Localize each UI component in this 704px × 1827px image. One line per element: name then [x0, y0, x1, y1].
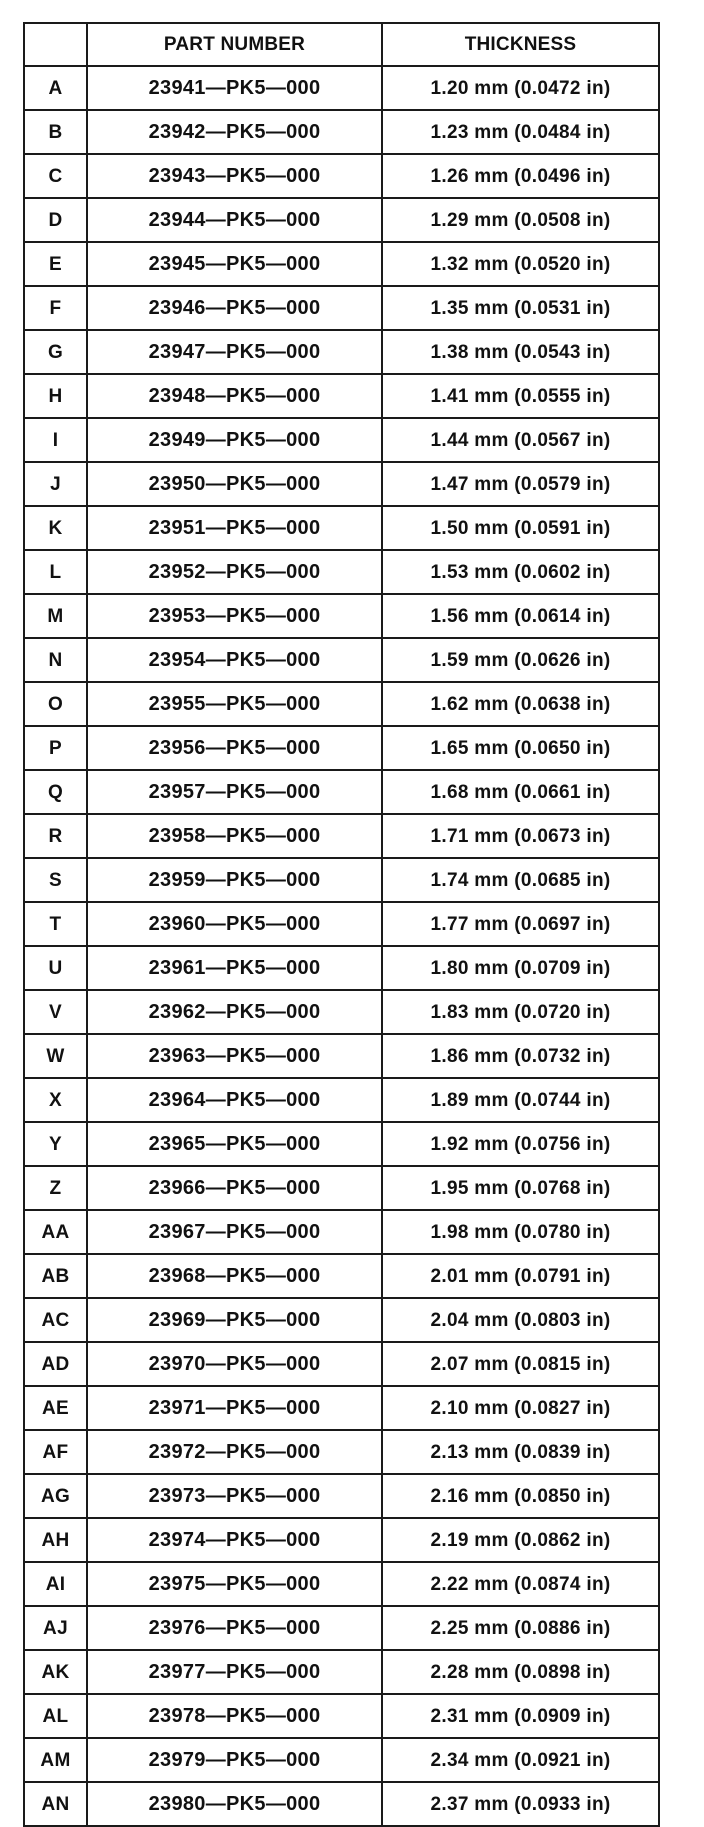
- cell-thickness: 1.83 mm (0.0720 in): [382, 990, 659, 1034]
- cell-code: H: [24, 374, 87, 418]
- cell-thickness: 1.20 mm (0.0472 in): [382, 66, 659, 110]
- table-row: [24, 990, 659, 1034]
- cell-part-number: 23977—PK5—000: [87, 1650, 382, 1694]
- cell-code: AD: [24, 1342, 87, 1386]
- table-row: [24, 1650, 659, 1694]
- cell-thickness: 1.92 mm (0.0756 in): [382, 1122, 659, 1166]
- table-row: [24, 462, 659, 506]
- cell-code: Q: [24, 770, 87, 814]
- cell-part-number: 23956—PK5—000: [87, 726, 382, 770]
- cell-part-number: 23960—PK5—000: [87, 902, 382, 946]
- cell-part-number: 23962—PK5—000: [87, 990, 382, 1034]
- cell-code: AN: [24, 1782, 87, 1826]
- cell-code: AA: [24, 1210, 87, 1254]
- cell-part-number: 23967—PK5—000: [87, 1210, 382, 1254]
- table-row: [24, 110, 659, 154]
- cell-thickness: 1.65 mm (0.0650 in): [382, 726, 659, 770]
- cell-thickness: 2.31 mm (0.0909 in): [382, 1694, 659, 1738]
- cell-code: C: [24, 154, 87, 198]
- cell-code: AG: [24, 1474, 87, 1518]
- cell-code: O: [24, 682, 87, 726]
- table-row: [24, 286, 659, 330]
- cell-code: AI: [24, 1562, 87, 1606]
- cell-thickness: 2.19 mm (0.0862 in): [382, 1518, 659, 1562]
- cell-code: Y: [24, 1122, 87, 1166]
- shim-thickness-table: [23, 22, 660, 1827]
- cell-thickness: 1.35 mm (0.0531 in): [382, 286, 659, 330]
- table-row: [24, 418, 659, 462]
- cell-part-number: 23970—PK5—000: [87, 1342, 382, 1386]
- table-row: [24, 1430, 659, 1474]
- cell-code: Z: [24, 1166, 87, 1210]
- cell-thickness: 1.32 mm (0.0520 in): [382, 242, 659, 286]
- cell-part-number: 23951—PK5—000: [87, 506, 382, 550]
- cell-part-number: 23942—PK5—000: [87, 110, 382, 154]
- cell-part-number: 23944—PK5—000: [87, 198, 382, 242]
- table-row: [24, 1606, 659, 1650]
- table-row: [24, 506, 659, 550]
- cell-thickness: 2.28 mm (0.0898 in): [382, 1650, 659, 1694]
- cell-part-number: 23957—PK5—000: [87, 770, 382, 814]
- cell-part-number: 23975—PK5—000: [87, 1562, 382, 1606]
- cell-part-number: 23959—PK5—000: [87, 858, 382, 902]
- cell-thickness: 2.16 mm (0.0850 in): [382, 1474, 659, 1518]
- cell-code: W: [24, 1034, 87, 1078]
- cell-thickness: 1.38 mm (0.0543 in): [382, 330, 659, 374]
- cell-code: I: [24, 418, 87, 462]
- table-row: [24, 1166, 659, 1210]
- table-row: [24, 242, 659, 286]
- cell-code: X: [24, 1078, 87, 1122]
- cell-code: L: [24, 550, 87, 594]
- cell-part-number: 23946—PK5—000: [87, 286, 382, 330]
- table-row: [24, 946, 659, 990]
- cell-code: U: [24, 946, 87, 990]
- cell-thickness: 2.25 mm (0.0886 in): [382, 1606, 659, 1650]
- cell-part-number: 23950—PK5—000: [87, 462, 382, 506]
- table-row: [24, 198, 659, 242]
- cell-part-number: 23949—PK5—000: [87, 418, 382, 462]
- cell-code: R: [24, 814, 87, 858]
- cell-thickness: 1.98 mm (0.0780 in): [382, 1210, 659, 1254]
- cell-part-number: 23969—PK5—000: [87, 1298, 382, 1342]
- header-thickness: THICKNESS: [382, 23, 659, 66]
- cell-thickness: 1.74 mm (0.0685 in): [382, 858, 659, 902]
- cell-part-number: 23953—PK5—000: [87, 594, 382, 638]
- table-row: [24, 1122, 659, 1166]
- table-row: [24, 1562, 659, 1606]
- cell-part-number: 23963—PK5—000: [87, 1034, 382, 1078]
- cell-part-number: 23968—PK5—000: [87, 1254, 382, 1298]
- cell-part-number: 23976—PK5—000: [87, 1606, 382, 1650]
- cell-code: G: [24, 330, 87, 374]
- table-row: [24, 770, 659, 814]
- cell-code: AM: [24, 1738, 87, 1782]
- table-row: [24, 1738, 659, 1782]
- cell-thickness: 2.07 mm (0.0815 in): [382, 1342, 659, 1386]
- header-row: [24, 23, 659, 66]
- cell-code: K: [24, 506, 87, 550]
- cell-thickness: 2.10 mm (0.0827 in): [382, 1386, 659, 1430]
- cell-code: AK: [24, 1650, 87, 1694]
- cell-part-number: 23978—PK5—000: [87, 1694, 382, 1738]
- table-row: [24, 66, 659, 110]
- header-part-number: PART NUMBER: [87, 23, 382, 66]
- cell-code: V: [24, 990, 87, 1034]
- header-code: [24, 23, 87, 66]
- table-row: [24, 1474, 659, 1518]
- cell-thickness: 1.77 mm (0.0697 in): [382, 902, 659, 946]
- table-row: [24, 1342, 659, 1386]
- table-row: [24, 594, 659, 638]
- cell-thickness: 1.50 mm (0.0591 in): [382, 506, 659, 550]
- cell-code: F: [24, 286, 87, 330]
- cell-thickness: 1.86 mm (0.0732 in): [382, 1034, 659, 1078]
- cell-part-number: 23966—PK5—000: [87, 1166, 382, 1210]
- table-row: [24, 1254, 659, 1298]
- cell-thickness: 1.44 mm (0.0567 in): [382, 418, 659, 462]
- cell-part-number: 23948—PK5—000: [87, 374, 382, 418]
- cell-part-number: 23973—PK5—000: [87, 1474, 382, 1518]
- cell-code: AL: [24, 1694, 87, 1738]
- cell-thickness: 2.34 mm (0.0921 in): [382, 1738, 659, 1782]
- cell-code: N: [24, 638, 87, 682]
- cell-thickness: 2.22 mm (0.0874 in): [382, 1562, 659, 1606]
- cell-thickness: 1.26 mm (0.0496 in): [382, 154, 659, 198]
- cell-thickness: 2.01 mm (0.0791 in): [382, 1254, 659, 1298]
- table-row: [24, 1298, 659, 1342]
- cell-code: E: [24, 242, 87, 286]
- cell-thickness: 1.68 mm (0.0661 in): [382, 770, 659, 814]
- table-row: [24, 330, 659, 374]
- cell-thickness: 1.71 mm (0.0673 in): [382, 814, 659, 858]
- cell-part-number: 23979—PK5—000: [87, 1738, 382, 1782]
- table-row: [24, 374, 659, 418]
- table-row: [24, 814, 659, 858]
- table-row: [24, 1386, 659, 1430]
- cell-code: AC: [24, 1298, 87, 1342]
- cell-thickness: 2.13 mm (0.0839 in): [382, 1430, 659, 1474]
- cell-part-number: 23941—PK5—000: [87, 66, 382, 110]
- table-header: [24, 23, 659, 66]
- cell-thickness: 1.47 mm (0.0579 in): [382, 462, 659, 506]
- cell-part-number: 23964—PK5—000: [87, 1078, 382, 1122]
- cell-code: T: [24, 902, 87, 946]
- cell-code: M: [24, 594, 87, 638]
- cell-thickness: 1.89 mm (0.0744 in): [382, 1078, 659, 1122]
- cell-part-number: 23965—PK5—000: [87, 1122, 382, 1166]
- cell-part-number: 23952—PK5—000: [87, 550, 382, 594]
- cell-code: S: [24, 858, 87, 902]
- cell-thickness: 1.41 mm (0.0555 in): [382, 374, 659, 418]
- cell-part-number: 23972—PK5—000: [87, 1430, 382, 1474]
- table-row: [24, 154, 659, 198]
- cell-code: A: [24, 66, 87, 110]
- cell-code: P: [24, 726, 87, 770]
- cell-thickness: 1.59 mm (0.0626 in): [382, 638, 659, 682]
- table-row: [24, 1210, 659, 1254]
- table-row: [24, 858, 659, 902]
- cell-code: AE: [24, 1386, 87, 1430]
- cell-part-number: 23955—PK5—000: [87, 682, 382, 726]
- cell-part-number: 23947—PK5—000: [87, 330, 382, 374]
- cell-code: D: [24, 198, 87, 242]
- table-body: [24, 66, 659, 1826]
- cell-code: J: [24, 462, 87, 506]
- cell-part-number: 23954—PK5—000: [87, 638, 382, 682]
- thickness-table-container: [23, 22, 658, 1827]
- cell-thickness: 1.23 mm (0.0484 in): [382, 110, 659, 154]
- table-row: [24, 1782, 659, 1826]
- cell-thickness: 1.56 mm (0.0614 in): [382, 594, 659, 638]
- table-row: [24, 1034, 659, 1078]
- cell-thickness: 1.53 mm (0.0602 in): [382, 550, 659, 594]
- table-row: [24, 1518, 659, 1562]
- cell-code: AB: [24, 1254, 87, 1298]
- cell-thickness: 1.95 mm (0.0768 in): [382, 1166, 659, 1210]
- table-row: [24, 638, 659, 682]
- cell-code: B: [24, 110, 87, 154]
- cell-code: AJ: [24, 1606, 87, 1650]
- cell-thickness: 2.04 mm (0.0803 in): [382, 1298, 659, 1342]
- cell-code: AH: [24, 1518, 87, 1562]
- cell-thickness: 1.80 mm (0.0709 in): [382, 946, 659, 990]
- cell-code: AF: [24, 1430, 87, 1474]
- cell-part-number: 23974—PK5—000: [87, 1518, 382, 1562]
- cell-part-number: 23961—PK5—000: [87, 946, 382, 990]
- table-row: [24, 902, 659, 946]
- cell-part-number: 23980—PK5—000: [87, 1782, 382, 1826]
- table-row: [24, 550, 659, 594]
- cell-part-number: 23958—PK5—000: [87, 814, 382, 858]
- cell-part-number: 23971—PK5—000: [87, 1386, 382, 1430]
- table-row: [24, 1694, 659, 1738]
- cell-thickness: 2.37 mm (0.0933 in): [382, 1782, 659, 1826]
- cell-thickness: 1.29 mm (0.0508 in): [382, 198, 659, 242]
- table-row: [24, 1078, 659, 1122]
- table-row: [24, 682, 659, 726]
- cell-part-number: 23945—PK5—000: [87, 242, 382, 286]
- cell-thickness: 1.62 mm (0.0638 in): [382, 682, 659, 726]
- table-row: [24, 726, 659, 770]
- cell-part-number: 23943—PK5—000: [87, 154, 382, 198]
